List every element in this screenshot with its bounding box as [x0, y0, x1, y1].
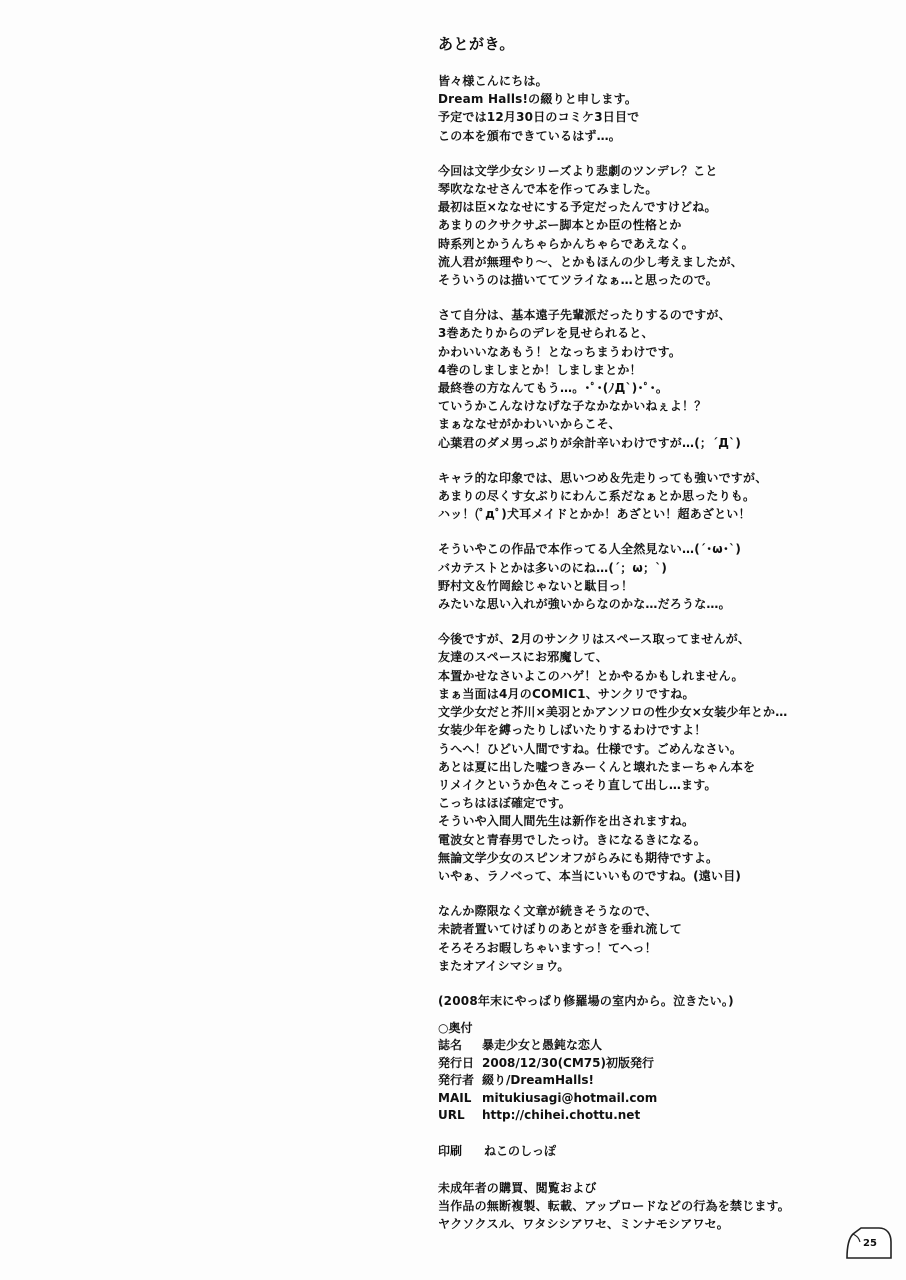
colophon-label: URL [438, 1108, 465, 1122]
afterword-paragraph [438, 540, 868, 613]
colophon-row [438, 1037, 868, 1055]
text-line: 無論文学少女のスピンオフがらみにも期待ですよ。 [438, 850, 719, 865]
colophon-value: 綴り/DreamHalls! [482, 1073, 594, 1087]
copyright-notice [438, 1180, 790, 1233]
text-line: 3巻あたりからのデレを見せられると、 [438, 326, 654, 341]
afterword-paragraph [438, 992, 868, 1010]
colophon-rows [438, 1037, 868, 1125]
colophon-value: 暴走少女と愚鈍な恋人 [482, 1038, 603, 1052]
text-line: こっちはほぼ確定です。 [438, 796, 572, 811]
text-line: 皆々様こんにちは。 [438, 74, 548, 88]
text-line: 電波女と青春男でしたっけ。きになるきになる。 [438, 832, 706, 847]
afterword-paragraph [438, 306, 868, 452]
text-line: あまりのクサクサぷー脚本とか臣の性格とか [438, 218, 682, 233]
text-line: Dream Halls!の綴りと申します。 [438, 92, 638, 107]
text-line: いやぁ、ラノベって、本当にいいものですね。(遠い目) [438, 868, 742, 883]
text-line: なんか際限なく文章が続きそうなので、 [438, 904, 658, 919]
text-line: そういやこの作品で本作ってる人全然見ない…(´･ω･`) [438, 542, 742, 557]
afterword-paragraph [438, 72, 868, 145]
text-line: あとは夏に出した嘘つきみーくんと壊れたまーちゃん本を [438, 759, 756, 774]
text-line: またオアイシマショウ。 [438, 958, 570, 973]
text-line: 最初は臣×ななせにする予定だったんですけどね。 [438, 200, 717, 215]
colophon-value: http://chihei.chottu.net [482, 1108, 641, 1122]
text-line: ていうかこんなけなげな子なかなかいねぇよ！？ [438, 399, 707, 414]
text-line: (2008年末にやっぱり修羅場の室内から。泣きたい。) [438, 993, 734, 1008]
text-line: 本置かせなさいよこのハゲ！とかやるかもしれません。 [438, 668, 744, 683]
text-line: まぁななせがかわいいからこそ、 [438, 417, 621, 432]
text-line: バカテストとかは多いのにね…(´；ω；`) [438, 560, 668, 575]
notice-line: 当作品の無断複製、転載、アップロードなどの行為を禁じます。 [438, 1198, 791, 1213]
text-line: そういうのは描いててツライなぁ…と思ったので。 [438, 273, 719, 288]
text-line: キャラ的な印象では、思いつめ＆先走りっても強いですが、 [438, 470, 768, 485]
text-line: まぁ当面は4月のCOMIC1、サンクリですね。 [438, 686, 695, 701]
text-line: ハッ！(ﾟдﾟ)犬耳メイドとかか！あざとい！超あざとい！ [438, 507, 751, 522]
afterword-paragraph [438, 162, 868, 289]
text-line: 琴吹ななせさんで本を作ってみました。 [438, 182, 658, 197]
colophon-label: MAIL [438, 1090, 472, 1105]
colophon-row [438, 1072, 868, 1090]
notice-line: ヤクソクスル、ワタシシアワセ、ミンナモシアワセ。 [438, 1216, 729, 1231]
text-line: 友達のスペースにお邪魔して、 [438, 650, 608, 665]
afterword-title: あとがき。 [438, 35, 515, 53]
text-line: 4巻のしましまとか！しましまとか！ [438, 362, 642, 377]
afterword-section [438, 34, 868, 1027]
afterword-paragraph [438, 630, 868, 885]
text-line: かわいいなあもう！となっちまうわけです。 [438, 344, 682, 359]
text-line: 文学少女だと芥川×美羽とかアンソロの性少女×女装少年とか… [438, 705, 788, 720]
text-line: そういや入間人間先生は新作を出されますね。 [438, 814, 695, 829]
text-line: 予定では12月30日のコミケ3日目で [438, 110, 640, 125]
colophon-heading: ○奥付 [438, 1021, 473, 1035]
afterword-paragraph [438, 902, 868, 975]
text-line: うへへ！ひどい人間ですね。仕様です。ごめんなさい。 [438, 741, 743, 756]
colophon [438, 1019, 868, 1125]
text-line: この本を頒布できているはず…。 [438, 128, 622, 143]
text-line: 時系列とかうんちゃらかんちゃらであえなく。 [438, 236, 694, 251]
text-line: 心葉君のダメ男っぷりが余計辛いわけですが…(；´Д`) [438, 435, 742, 450]
printer-info [438, 1142, 556, 1160]
afterword-paragraph [438, 469, 868, 524]
text-line: 流人君が無理やり～、とかもほんの少し考えましたが、 [438, 254, 744, 269]
text-line: 今回は文学少女シリーズより悲劇のツンデレ？こと [438, 163, 718, 178]
text-line: 未読者置いてけぼりのあとがきを垂れ流して [438, 922, 683, 937]
afterword-body [438, 72, 868, 1010]
text-line: 野村文＆竹岡絵じゃないと駄目っ！ [438, 578, 634, 593]
text-line: 今後ですが、2月のサンクリはスペース取ってませんが、 [438, 632, 751, 647]
colophon-value: 2008/12/30(CM75)初版発行 [482, 1055, 654, 1070]
colophon-value: mitukiusagi@hotmail.com [482, 1090, 658, 1105]
colophon-row [438, 1107, 868, 1125]
text-line: みたいな思い入れが強いからなのかな…だろうな…。 [438, 597, 731, 612]
colophon-row [438, 1055, 868, 1073]
text-line: あまりの尽くす女ぶりにわんこ系だなぁとか思ったりも。 [438, 489, 756, 504]
text-line: そろそろお暇しちゃいますっ！てへっ！ [438, 940, 657, 955]
colophon-label: 誌名 [438, 1038, 463, 1052]
page-number: 25 [863, 1238, 877, 1249]
printer-label: 印刷 [438, 1144, 463, 1158]
notice-line: 未成年者の購買、閲覧および [438, 1181, 597, 1195]
text-line: リメイクというか色々こっそり直して出し…ます。 [438, 777, 717, 792]
colophon-label: 発行者 [438, 1073, 475, 1087]
colophon-label: 発行日 [438, 1055, 475, 1070]
printer-value: ねこのしっぽ [484, 1144, 557, 1158]
text-line: 最終巻の方なんてもう…。･ﾟ･(ﾉД`)･ﾟ･。 [438, 381, 669, 396]
colophon-row [438, 1090, 868, 1108]
text-line: 女装少年を縛ったりしばいたりするわけですよ！ [438, 723, 707, 738]
text-line: さて自分は、基本遠子先輩派だったりするのですが、 [438, 308, 731, 323]
